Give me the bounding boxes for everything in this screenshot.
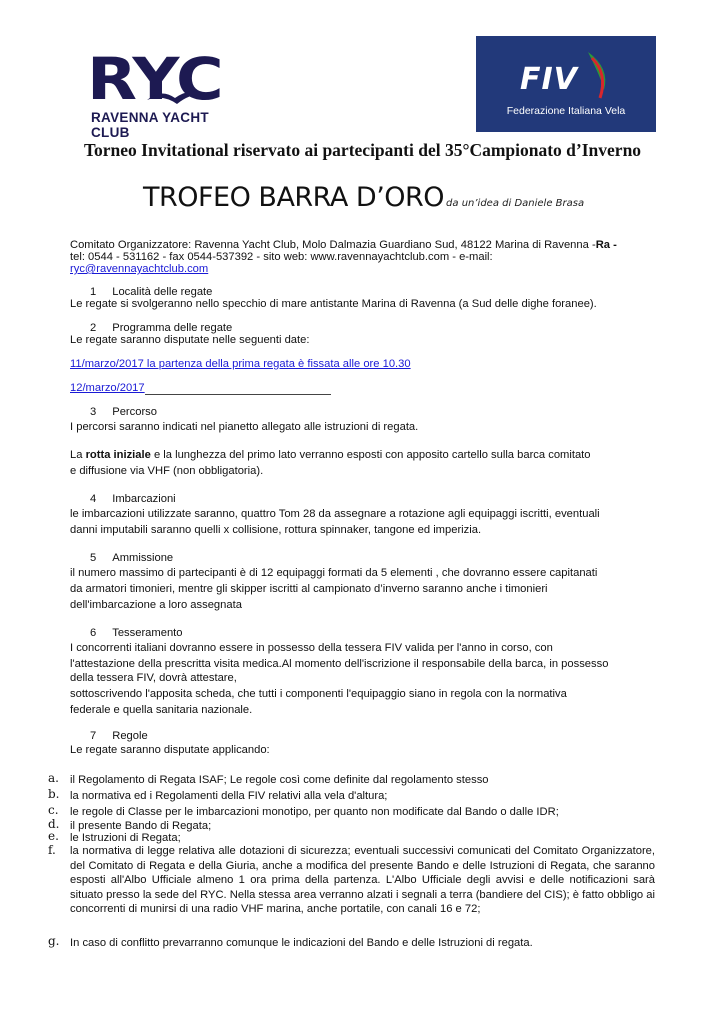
section-1-body: Le regate si svolgeranno nello specchio di mare antistante Marina di Ravenna (a Sud delle dighe foranee).: [70, 298, 597, 310]
rule-letter: c.: [48, 803, 59, 817]
section-6-line3: della tessera FIV, dovrà attestare,: [70, 672, 237, 684]
section-3-para2-line2: e diffusione via VHF (non obbligatoria).: [70, 465, 264, 477]
section-1-heading: 1 Località delle regate: [90, 286, 213, 298]
section-4-heading: 4 Imbarcazioni: [90, 493, 176, 505]
section-2-body: Le regate saranno disputate nelle seguenti date:: [70, 334, 310, 346]
fiv-logo-letters: FIV: [520, 62, 578, 97]
rule-letter: a.: [48, 771, 59, 785]
rule-item: le regole di Classe per le imbarcazioni monotipo, per quanto non modificate dal Bando o dalle IDR;: [70, 806, 559, 818]
committee-line1: Comitato Organizzatore: Ravenna Yacht Club, Molo Dalmazia Guardiano Sud, 48122 Marina di Ravenna -Ra -: [70, 239, 617, 251]
date-1-link[interactable]: 11/marzo/2017 la partenza della prima regata è fissata alle ore 10.30: [70, 358, 411, 370]
fiv-logo-caption: Federazione Italiana Vela: [506, 105, 626, 117]
rule-letter: g.: [48, 934, 60, 948]
section-5-line1: il numero massimo di partecipanti è di 12 equipaggi formati da 5 elementi , che dovranno essere capitanati: [70, 567, 598, 579]
committee-line1-bold: Ra -: [595, 239, 617, 251]
rule-item: la normativa di legge relativa alle dotazioni di sicurezza; eventuali successivi comunicati del Comitato Organizzatore, del Comitato di Regata e della Giuria, anche a modifica del presente Bando e delle Istruzioni di Regata, che saranno esposti all'Albo Ufficiale almeno 1 ora prima della partenza. L'Albo Ufficiale degli avvisi e delle notificazioni sarà situato presso la sede del RYC. Nella stessa area verranno alzati i segnali a terra (bandiere del CIS); è fatto obbligo ai concorrenti di munirsi di una radio VHF marina, anche portatile, con canali 16 e 72;: [70, 845, 655, 916]
section-5-line2: da armatori timonieri, mentre gli skipper iscritti al campionato d’inverno saranno anche i timonieri: [70, 583, 548, 595]
rule-letter: f.: [48, 843, 56, 857]
title-note: da un’idea di Daniele Brasa: [446, 198, 585, 209]
seagull-icon: [145, 86, 205, 108]
section-6-line2: l'attestazione della prescritta visita medica.Al momento dell'iscrizione il responsabile della barca, in possesso: [70, 658, 609, 670]
section-4-line2: danni imputabili saranno quelli x collisione, rottura spinnaker, tangone ed imperizia.: [70, 524, 482, 536]
ryc-logo-letters: RYC: [87, 45, 223, 113]
section-2-heading: 2 Programma delle regate: [90, 322, 233, 334]
rule-item: la normativa ed i Regolamenti della FIV relativi alla vela d'altura;: [70, 790, 388, 802]
section-5-line3: dell'imbarcazione a loro assegnata: [70, 599, 242, 611]
ryc-logo: [85, 45, 250, 140]
fiv-logo: [476, 36, 656, 132]
section-7-heading: 7 Regole: [90, 730, 148, 742]
rule-item: il presente Bando di Regata;: [70, 820, 212, 832]
section-6-line5: federale e quella sanitaria nazionale.: [70, 704, 253, 716]
committee-email-link[interactable]: ryc@ravennayachtclub.com: [70, 263, 209, 275]
section-3-heading: 3 Percorso: [90, 406, 158, 418]
section-6-heading: 6 Tesseramento: [90, 627, 183, 639]
section-4-line1: le imbarcazioni utilizzate saranno, quattro Tom 28 da assegnare a rotazione agli equipaggi iscritti, eventuali: [70, 508, 600, 520]
page-subtitle: Torneo Invitational riservato ai partecipanti del 35°Campionato d’Inverno: [83, 140, 642, 160]
rule-item: In caso di conflitto prevarranno comunque le indicazioni del Bando e delle Istruzioni di regata.: [70, 937, 533, 949]
date-2: [70, 381, 331, 395]
ryc-logo-caption: RAVENNA YACHT CLUB: [91, 110, 209, 140]
rule-item: le Istruzioni di Regata;: [70, 832, 181, 844]
section-3-para2: La rotta iniziale e la lunghezza del primo lato verranno esposti con apposito cartello sulla barca comitato: [70, 449, 591, 461]
title-main: TROFEO BARRA D’ORO: [143, 182, 445, 213]
section-6-line1: I concorrenti italiani dovranno essere in possesso della tessera FIV valida per l'anno in corso, con: [70, 642, 553, 654]
section-7-body: Le regate saranno disputate applicando:: [70, 744, 270, 756]
committee-line2: tel: 0544 - 531162 - fax 0544-537392 - sito web: www.ravennayachtclub.com - e-mail:: [70, 251, 493, 263]
page-title: [143, 182, 584, 213]
rule-letter: e.: [48, 829, 59, 843]
rule-letter: b.: [48, 787, 60, 801]
section-6-line4: sottoscrivendo l'apposita scheda, che tutti i componenti l'equipaggio siano in regola con la normativa: [70, 688, 567, 700]
date-2-link[interactable]: 12/marzo/2017: [70, 382, 145, 394]
section-5-heading: 5 Ammissione: [90, 552, 174, 564]
rule-item: il Regolamento di Regata ISAF; Le regole così come definite dal regolamento stesso: [70, 774, 489, 786]
section-3-body: I percorsi saranno indicati nel pianetto allegato alle istruzioni di regata.: [70, 421, 419, 433]
blank-line: [145, 383, 331, 395]
sail-icon: [584, 50, 612, 102]
rule-letter: d.: [48, 817, 60, 831]
